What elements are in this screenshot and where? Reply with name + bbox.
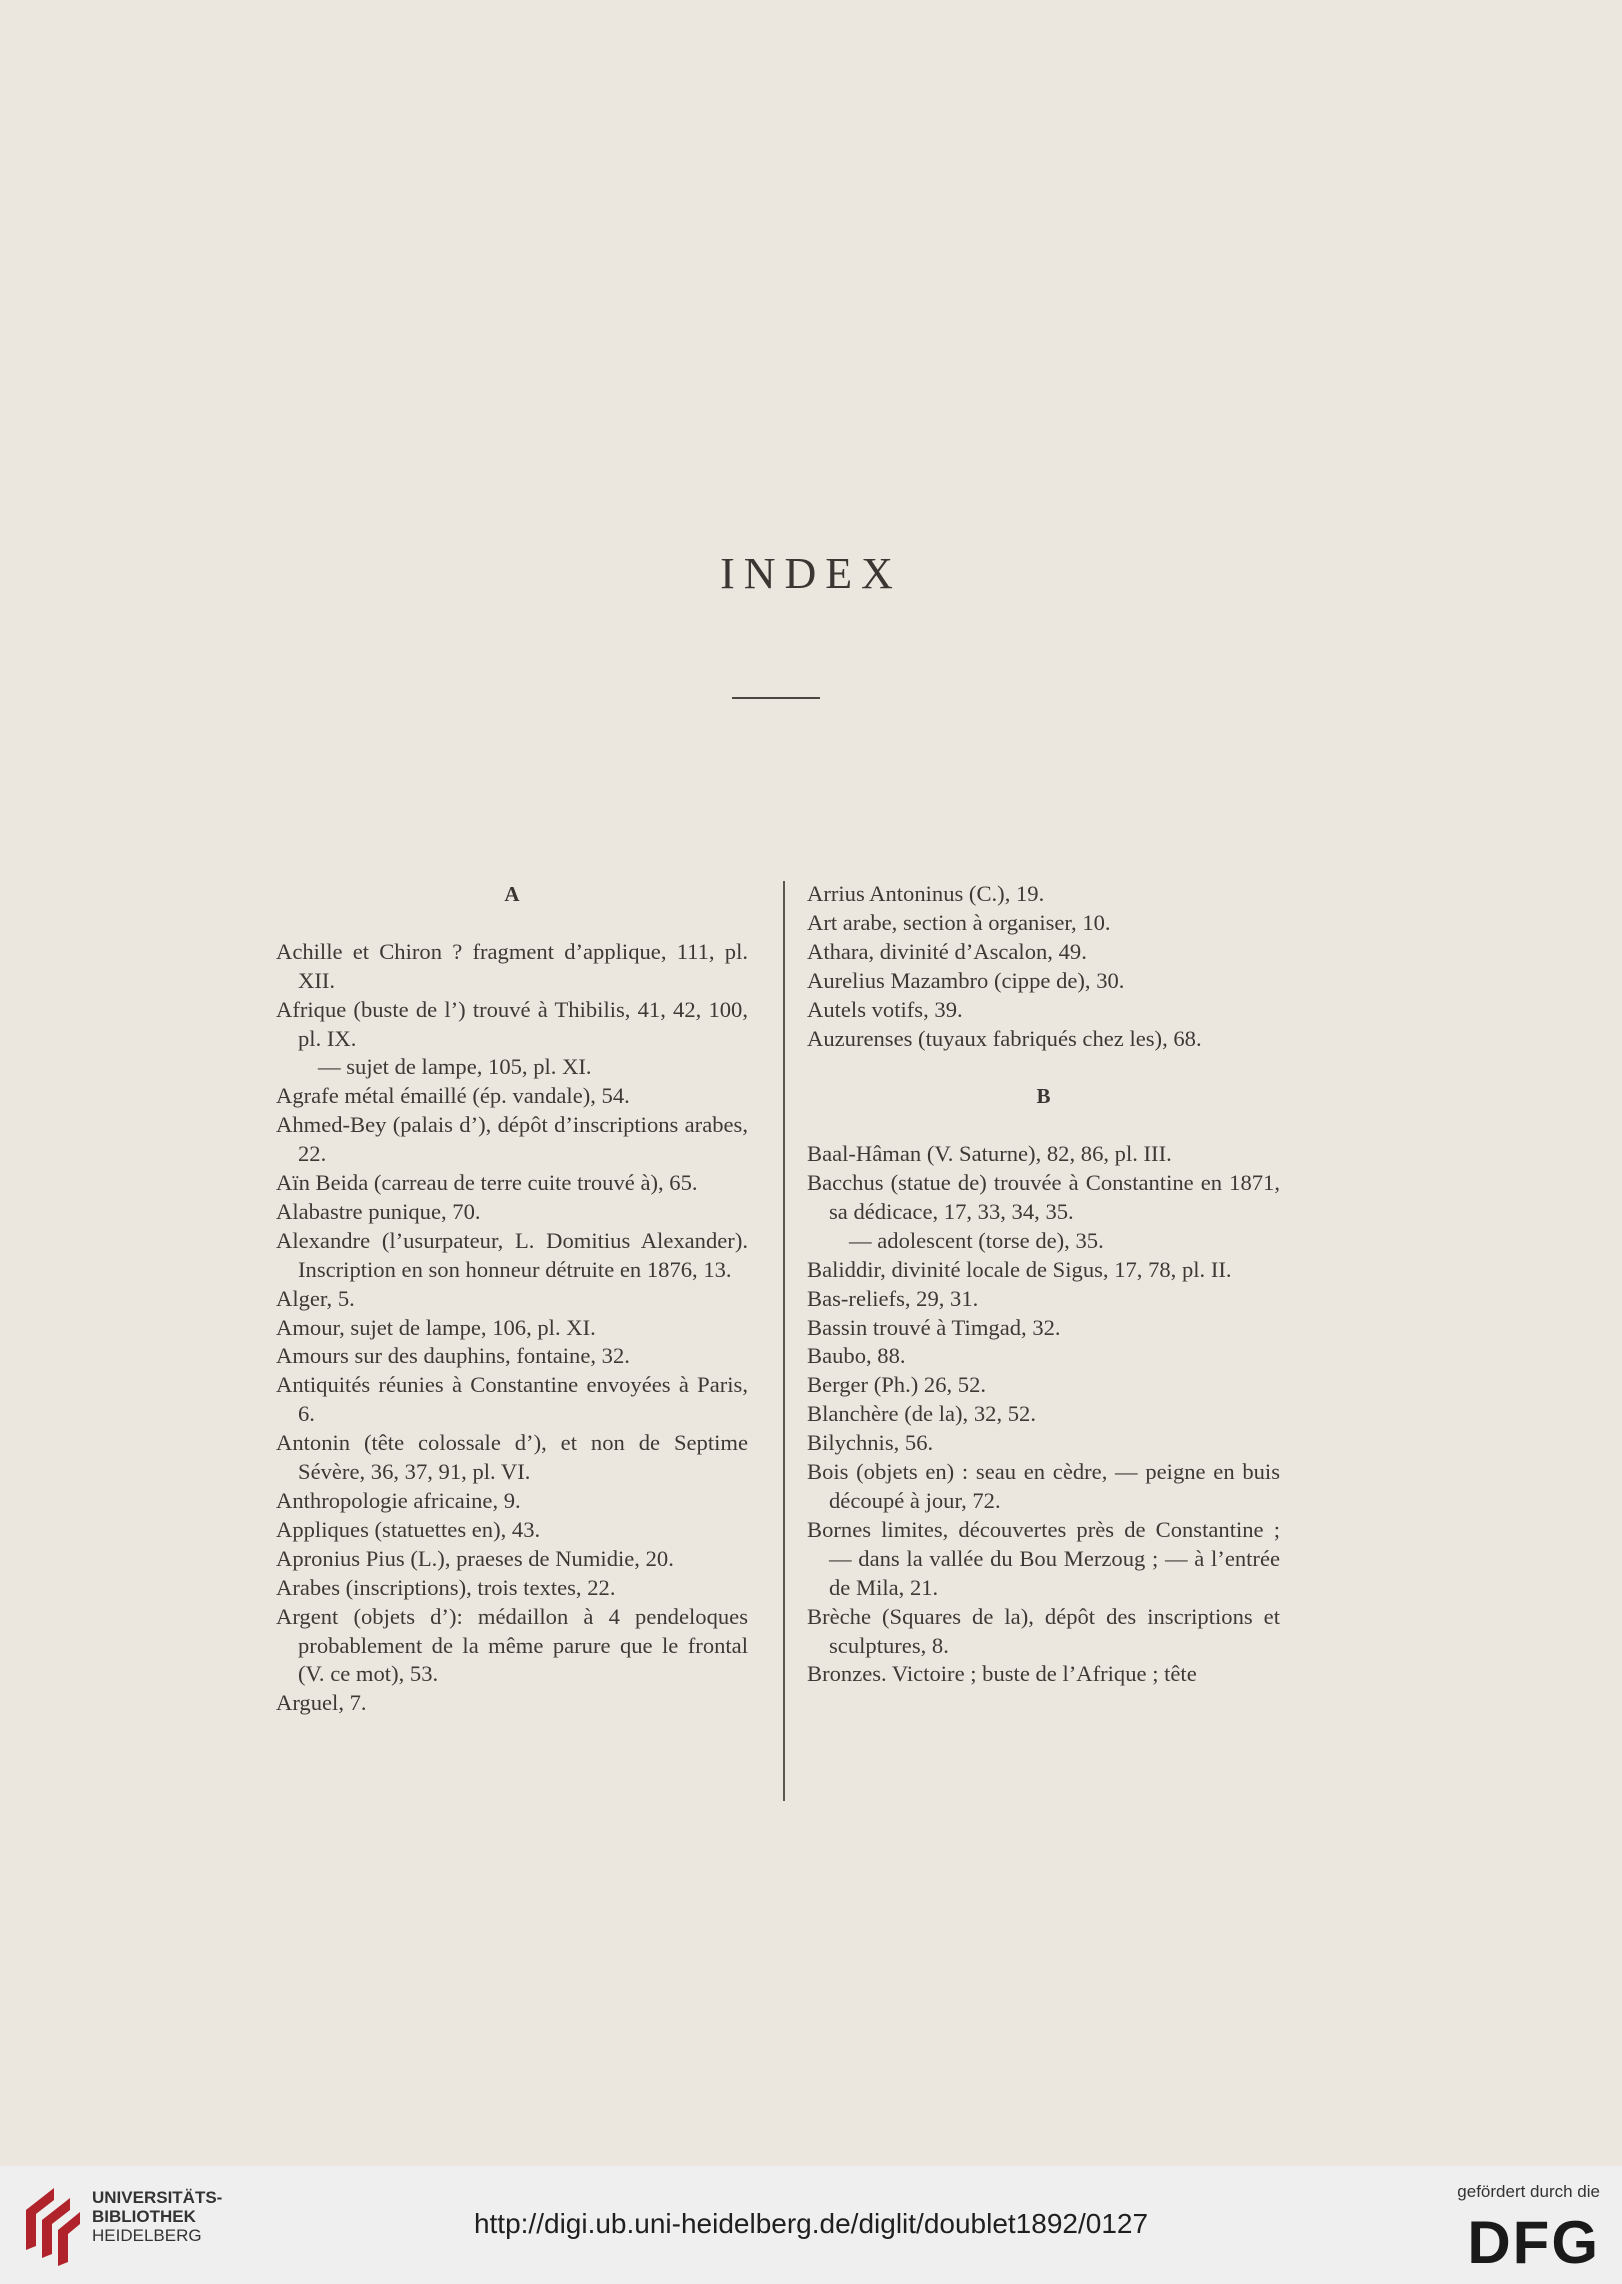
index-entry: Athara, divinité d’Ascalon, 49. — [807, 938, 1087, 964]
index-entry: Bornes limites, découvertes près de Constantine ; — dans la vallée du Bou Merzoug ; — à l’entrée de Mila, 21. — [807, 1516, 1280, 1600]
index-subentry: — sujet de lampe, 105, pl. XI. — [318, 1054, 592, 1080]
index-entry: Alexandre (l’usurpateur, L. Domitius Alexander). Inscription en son honneur détruite en 1876, 13. — [276, 1227, 748, 1282]
index-entry: Berger (Ph.) 26, 52. — [807, 1372, 987, 1398]
index-entry: Bas-reliefs, 29, 31. — [807, 1285, 979, 1311]
library-line-3: HEIDELBERG — [92, 2226, 202, 2245]
index-column-left — [276, 880, 748, 1718]
section-letter-b: B — [1036, 1084, 1051, 1109]
index-entry: Bassin trouvé à Timgad, 32. — [807, 1314, 1061, 1340]
index-entry: Art arabe, section à organiser, 10. — [807, 909, 1111, 935]
index-entry: Ahmed-Bey (palais d’), dépôt d’inscriptions arabes, 22. — [276, 1112, 748, 1167]
digitization-footer — [0, 2166, 1622, 2284]
index-entry: Appliques (statuettes en), 43. — [276, 1516, 541, 1542]
index-entry: Arguel, 7. — [276, 1690, 367, 1716]
index-entry: Alabastre punique, 70. — [276, 1198, 481, 1224]
index-entry: Anthropologie africaine, 9. — [276, 1488, 521, 1514]
index-entry: Antonin (tête colossale d’), et non de Septime Sévère, 36, 37, 91, pl. VI. — [276, 1430, 748, 1485]
index-entry: Aïn Beida (carreau de terre cuite trouvé à), 65. — [276, 1170, 698, 1196]
index-entry: Bacchus (statue de) trouvée à Constantine en 1871, sa dédicace, 17, 33, 34, 35. — [807, 1170, 1280, 1224]
library-line-1: UNIVERSITÄTS- — [92, 2188, 223, 2207]
permalink-url[interactable]: http://digi.ub.uni-heidelberg.de/diglit/doublet1892/0127 — [473, 2208, 1149, 2239]
index-entry: Brèche (Squares de la), dépôt des inscriptions et sculptures, 8. — [807, 1603, 1280, 1658]
index-entry: Blanchère (de la), 32, 52. — [807, 1401, 1036, 1427]
index-entry: Autels votifs, 39. — [807, 996, 963, 1022]
index-entry: Alger, 5. — [276, 1285, 355, 1311]
column-divider — [783, 881, 785, 1801]
funding-label: gefördert durch die — [1457, 2182, 1600, 2201]
index-entry: Amour, sujet de lampe, 106, pl. XI. — [276, 1314, 596, 1340]
index-entry: Bronzes. Victoire ; buste de l’Afrique ; tête — [807, 1661, 1197, 1687]
index-entry: Baal-Hâman (V. Saturne), 82, 86, pl. III. — [807, 1141, 1172, 1167]
index-entry: Baubo, 88. — [807, 1343, 906, 1369]
section-letter-a: A — [504, 882, 520, 906]
dfg-logo: DFG — [1467, 2209, 1600, 2276]
title-rule — [732, 697, 820, 699]
index-entry: Afrique (buste de l’) trouvé à Thibilis, 41, 42, 100, pl. IX. — [276, 996, 748, 1051]
library-line-2: BIBLIOTHEK — [92, 2207, 196, 2226]
index-entry: Bois (objets en) : seau en cèdre, — peigne en buis découpé à jour, 72. — [807, 1459, 1280, 1513]
index-entry: Agrafe métal émaillé (ép. vandale), 54. — [276, 1083, 630, 1109]
index-entry: Apronius Pius (L.), praeses de Numidie, 20. — [276, 1545, 674, 1571]
index-entry: Arabes (inscriptions), trois textes, 22. — [276, 1574, 616, 1600]
index-entry: Bilychnis, 56. — [807, 1430, 934, 1456]
index-entry: Auzurenses (tuyaux fabriqués chez les), 68. — [807, 1025, 1202, 1051]
page-title: INDEX — [720, 549, 902, 598]
index-entry: Antiquités réunies à Constantine envoyées à Paris, 6. — [276, 1372, 748, 1427]
index-entry: Aurelius Mazambro (cippe de), 30. — [807, 967, 1125, 993]
index-entry: Argent (objets d’): médaillon à 4 pendeloques probablement de la même parure que le frontal (V. ce mot), 53. — [276, 1603, 748, 1687]
index-column-right — [807, 880, 1280, 1689]
index-entry: Baliddir, divinité locale de Sigus, 17, 78, pl. II. — [807, 1256, 1232, 1282]
index-entry: Arrius Antoninus (C.), 19. — [807, 881, 1045, 906]
index-entry: Amours sur des dauphins, fontaine, 32. — [276, 1343, 630, 1369]
index-entry: Achille et Chiron ? fragment d’applique, 111, pl. XII. — [276, 938, 748, 993]
index-subentry: — adolescent (torse de), 35. — [849, 1227, 1104, 1253]
